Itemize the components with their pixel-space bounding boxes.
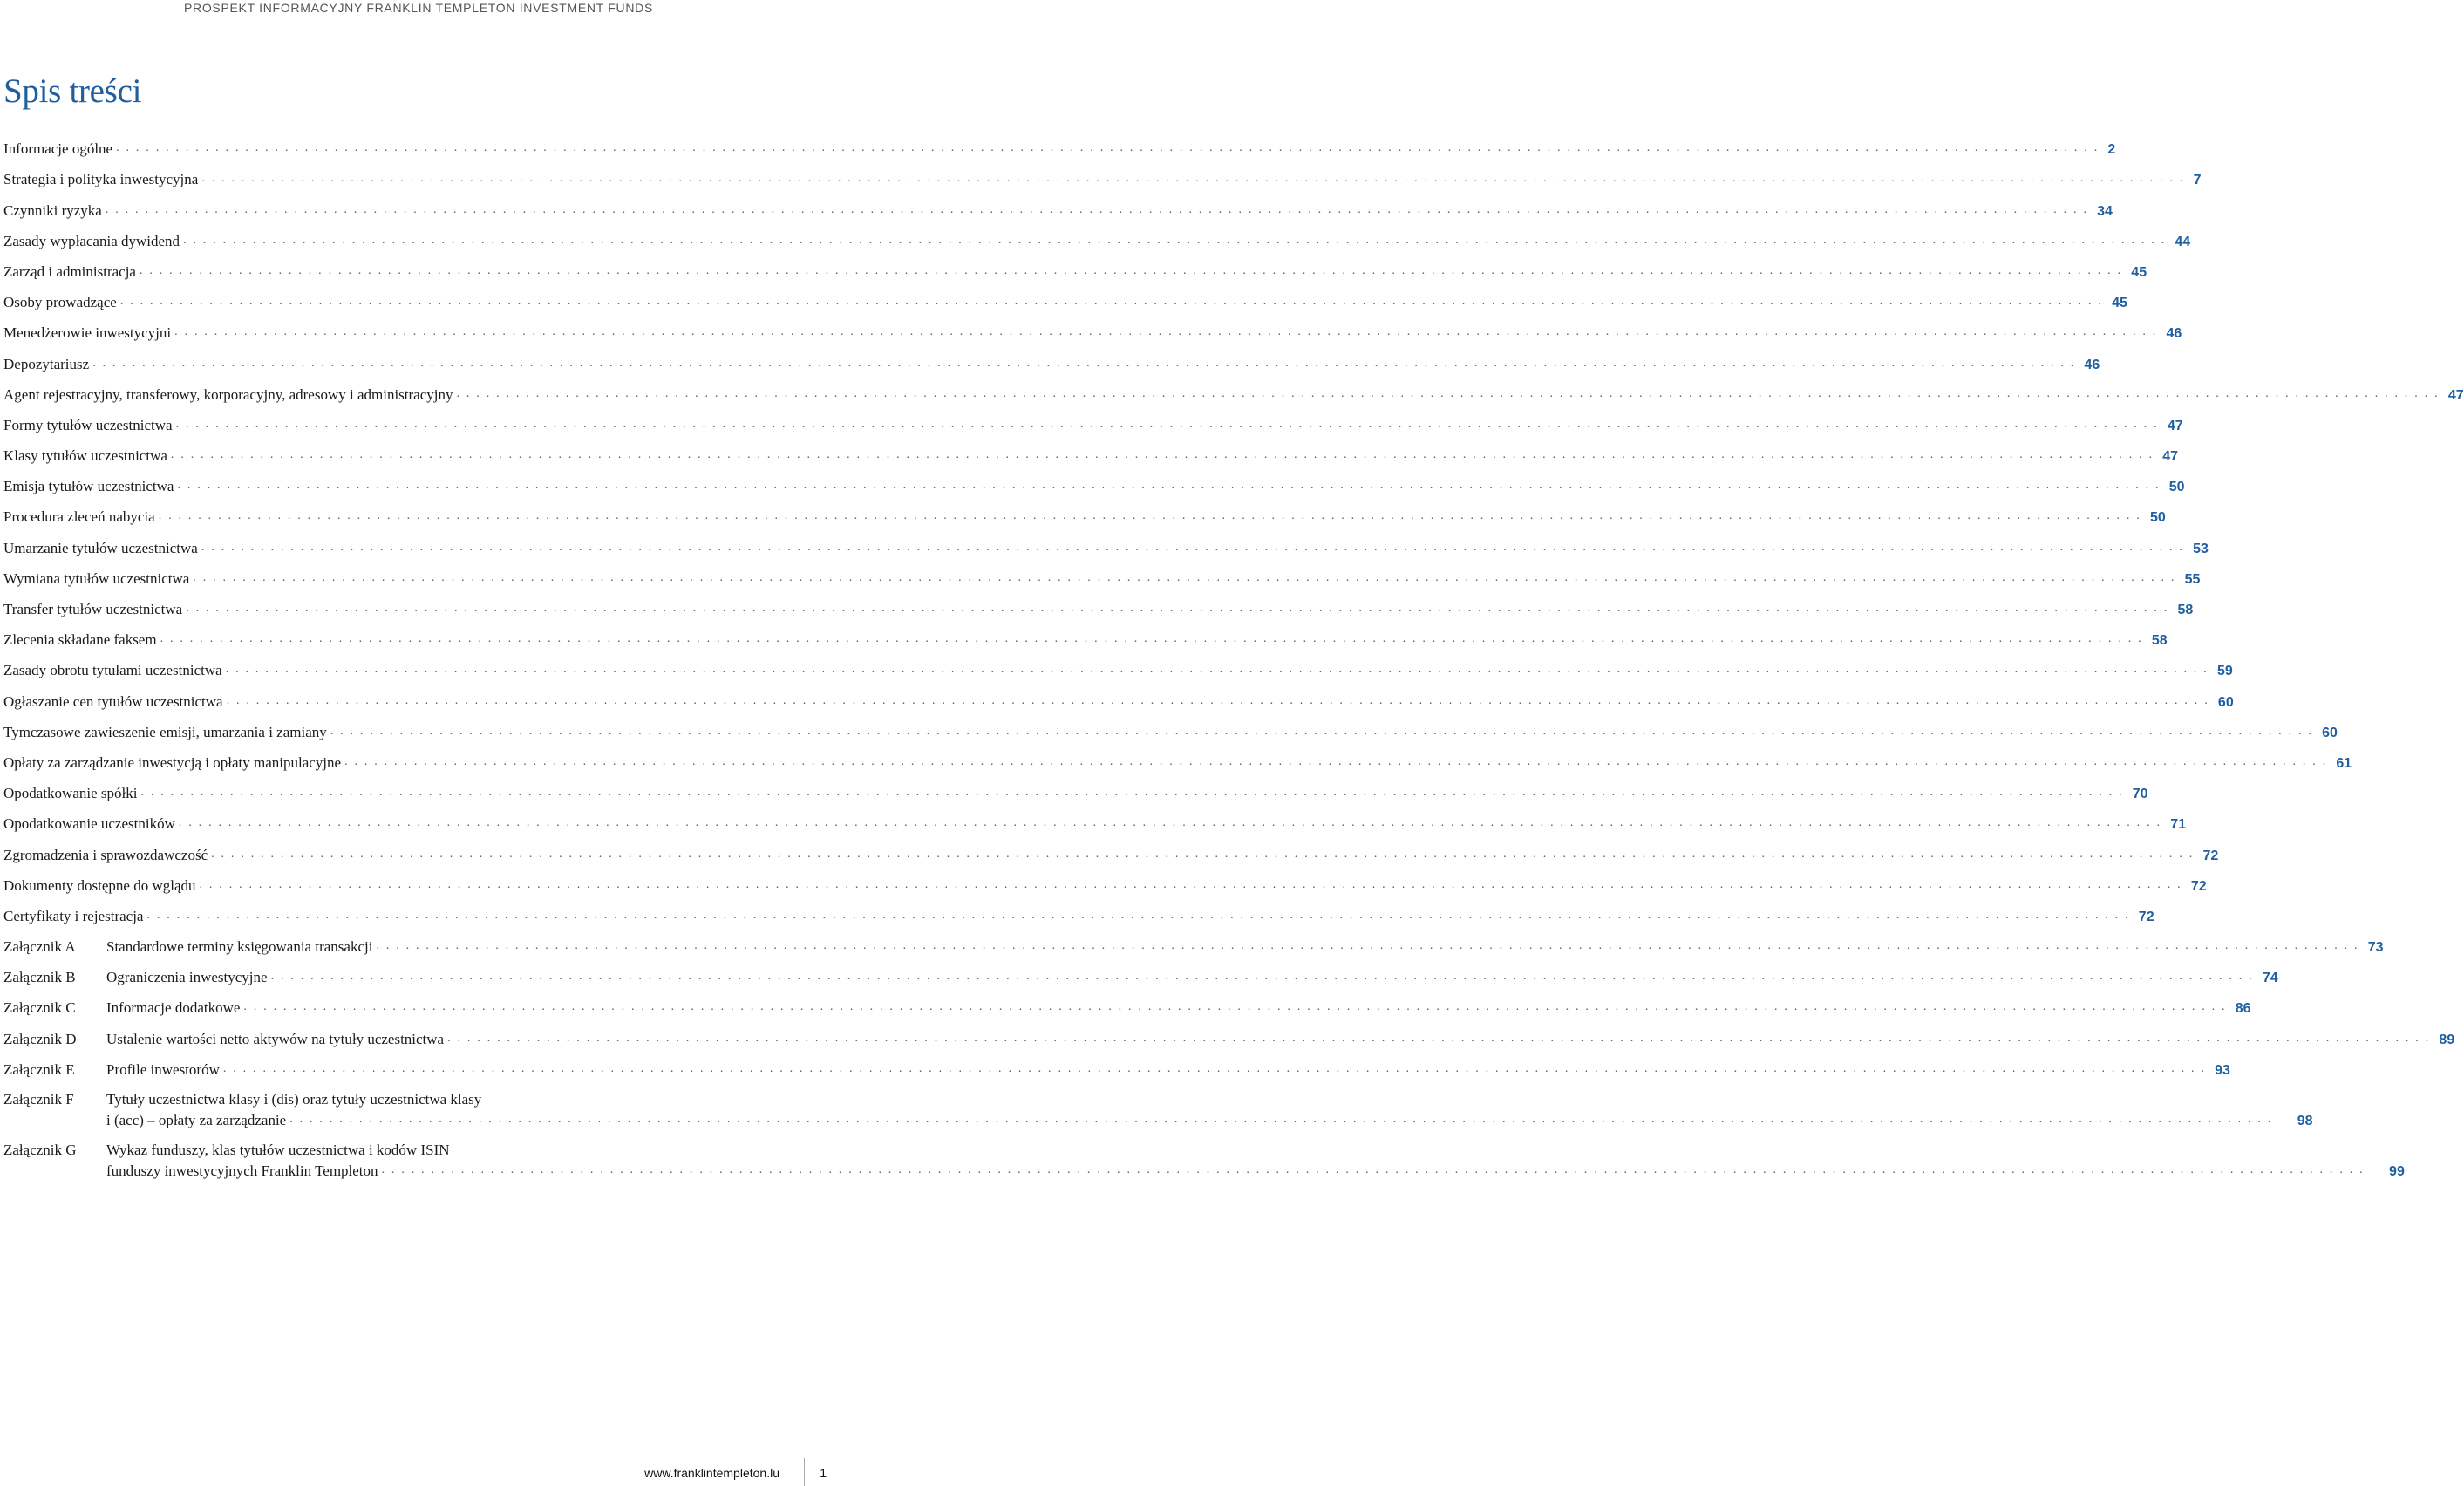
dot-leader: . . . . . . . . . . . . . . . . . . . . . . . . . . . . . . . . . . . . . . . . . . . . . . . . . . . . . . . . . . . . . . . . . . . . . . . . . . . . . . . . . . . . . . . . . . . . . . . . . . . . . . . . . . . . . . . . . . . . . . . . . . . . . . . . . . . . . . . . . . . . . . . . . . . . . . . . . . . . . . . . . . . . . . . . . . . . . . . . . . . . . . . . . . . . . . . . . . . . . . . .: [344, 754, 2328, 768]
toc-entry[interactable]: [3, 649, 2233, 679]
page-title: Spis treści: [3, 72, 142, 110]
toc-entry-label: Opodatkowanie spółki: [3, 785, 138, 802]
toc-entry[interactable]: [3, 281, 2127, 311]
toc-entry-label: Czynniki ryzyka: [3, 201, 102, 219]
toc-page-number: 2: [2107, 142, 2116, 158]
toc-page-number: 89: [2439, 1032, 2455, 1047]
toc-page-number: 55: [2184, 571, 2201, 587]
dot-leader: . . . . . . . . . . . . . . . . . . . . . . . . . . . . . . . . . . . . . . . . . . . . . . . . . . . . . . . . . . . . . . . . . . . . . . . . . . . . . . . . . . . . . . . . . . . . . . . . . . . . . . . . . . . . . . . . . . . . . . . . . . . . . . . . . . . . . . . . . . . . . . . . . . . . . . . . . . . . . . . . . . . . . . . . . . . . . . . . . . . . . . . . . . . . . . . . . . . . . . . .: [193, 570, 2176, 584]
toc-entry[interactable]: [3, 526, 2209, 556]
toc-entry-label: Ogłaszanie cen tytułów uczestnictwa: [3, 692, 223, 710]
toc-entry-label: Wymiana tytułów uczestnictwa: [3, 569, 190, 587]
annex-title-line2: funduszy inwestycyjnych Franklin Templeton: [106, 1162, 378, 1179]
footer-url[interactable]: www.franklintempleton.lu: [644, 1466, 779, 1480]
toc-entry[interactable]: [3, 373, 2464, 404]
annex-title-line2: i (acc) – opłaty za zarządzanie: [106, 1111, 287, 1128]
toc-page-number: 50: [2168, 480, 2185, 495]
dot-leader: . . . . . . . . . . . . . . . . . . . . . . . . . . . . . . . . . . . . . . . . . . . . . . . . . . . . . . . . . . . . . . . . . . . . . . . . . . . . . . . . . . . . . . . . . . . . . . . . . . . . . . . . . . . . . . . . . . . . . . . . . . . . . . . . . . . . . . . . . . . . . . . . . . . . . . . . . . . . . . . . . . . . . . . . . . . . . . . . . . . . . . . . . . . . . . . . . . . . . . . .: [270, 970, 2254, 984]
dot-leader: . . . . . . . . . . . . . . . . . . . . . . . . . . . . . . . . . . . . . . . . . . . . . . . . . . . . . . . . . . . . . . . . . . . . . . . . . . . . . . . . . . . . . . . . . . . . . . . . . . . . . . . . . . . . . . . . . . . . . . . . . . . . . . . . . . . . . . . . . . . . . . . . . . . . . . . . . . . . . . . . . . . . . . . . . . . . . . . . . . . . . . . . . . . . . . . . . . . . . . . .: [201, 540, 2185, 554]
toc-entry-label: Certyfikaty i rejestracja: [3, 907, 144, 924]
toc-page-number: 50: [2150, 510, 2166, 526]
dot-leader: . . . . . . . . . . . . . . . . . . . . . . . . . . . . . . . . . . . . . . . . . . . . . . . . . . . . . . . . . . . . . . . . . . . . . . . . . . . . . . . . . . . . . . . . . . . . . . . . . . . . . . . . . . . . . . . . . . . . . . . . . . . . . . . . . . . . . . . . . . . . . . . . . . . . . . . . . . . . . . . . . . . . . . . . . . . . . . . . . . . . . . . . . . . . . . . . . . . . . . . .: [243, 1000, 2227, 1014]
toc-entry[interactable]: [3, 342, 2100, 372]
dot-leader: . . . . . . . . . . . . . . . . . . . . . . . . . . . . . . . . . . . . . . . . . . . . . . . . . . . . . . . . . . . . . . . . . . . . . . . . . . . . . . . . . . . . . . . . . . . . . . . . . . . . . . . . . . . . . . . . . . . . . . . . . . . . . . . . . . . . . . . . . . . . . . . . . . . . . . . . . . . . . . . . . . . . . . . . . . . . . . . . . . . . . . . . . . . . . . . . . . . . . . . .: [177, 479, 2161, 493]
toc-annex-entry[interactable]: [3, 956, 2278, 986]
dot-leader: . . . . . . . . . . . . . . . . . . . . . . . . . . . . . . . . . . . . . . . . . . . . . . . . . . . . . . . . . . . . . . . . . . . . . . . . . . . . . . . . . . . . . . . . . . . . . . . . . . . . . . . . . . . . . . . . . . . . . . . . . . . . . . . . . . . . . . . . . . . . . . . . . . . . . . . . . . . . . . . . . . . . . . . . . . . . . . . . . . . . . . . . . . . . . . . . . . . . . . . .: [201, 172, 2185, 186]
dot-leader: . . . . . . . . . . . . . . . . . . . . . . . . . . . . . . . . . . . . . . . . . . . . . . . . . . . . . . . . . . . . . . . . . . . . . . . . . . . . . . . . . . . . . . . . . . . . . . . . . . . . . . . . . . . . . . . . . . . . . . . . . . . . . . . . . . . . . . . . . . . . . . . . . . . . . . . . . . . . . . . . . . . . . . . . . . . . . . . . . . . . . . . . . . . . . . . . . . . . . . . .: [160, 632, 2143, 646]
toc-entry[interactable]: [3, 127, 2116, 158]
toc-entry[interactable]: [3, 711, 2338, 741]
dot-leader: . . . . . . . . . . . . . . . . . . . . . . . . . . . . . . . . . . . . . . . . . . . . . . . . . . . . . . . . . . . . . . . . . . . . . . . . . . . . . . . . . . . . . . . . . . . . . . . . . . . . . . . . . . . . . . . . . . . . . . . . . . . . . . . . . . . . . . . . . . . . . . . . . . . . . . . . . . . . . . . . . . . . . . . . . . . . . . . . . . . . . . . . . . . . . . . . . . . . . . . .: [175, 417, 2159, 431]
toc-annex-entry[interactable]: [3, 925, 2384, 956]
toc-entry[interactable]: [3, 188, 2113, 219]
toc-page-number: 72: [2138, 909, 2154, 924]
toc-page-number: 46: [2166, 326, 2182, 342]
toc-entry-label: Opodatkowanie uczestników: [3, 815, 175, 833]
annex-title-line1: Wykaz funduszy, klas tytułów uczestnictwa i kodów ISIN: [106, 1141, 450, 1158]
toc-entry[interactable]: [3, 679, 2234, 710]
toc-entry-label: Zarząd i administracja: [3, 262, 136, 280]
toc-page-number: 99: [2389, 1163, 2405, 1179]
dot-leader: . . . . . . . . . . . . . . . . . . . . . . . . . . . . . . . . . . . . . . . . . . . . . . . . . . . . . . . . . . . . . . . . . . . . . . . . . . . . . . . . . . . . . . . . . . . . . . . . . . . . . . . . . . . . . . . . . . . . . . . . . . . . . . . . . . . . . . . . . . . . . . . . . . . . . . . . . . . . . . . . . . . . . . . . . . . . . . . . . . . . . . . . . . . . . . . . . . . . . . . .: [139, 263, 2123, 277]
toc-entry-label: Klasy tytułów uczestnictwa: [3, 447, 167, 465]
toc-entry-label: Formy tytułów uczestnictwa: [3, 416, 173, 433]
toc-entry[interactable]: [3, 772, 2148, 802]
toc-entry-label: Transfer tytułów uczestnictwa: [3, 601, 183, 617]
toc-entry-label: Umarzanie tytułów uczestnictwa: [3, 539, 198, 556]
toc-entry[interactable]: [3, 618, 2168, 649]
toc-annex-entry[interactable]: [3, 986, 2251, 1017]
annex-title: Informacje dodatkowe: [106, 999, 241, 1017]
dot-leader: . . . . . . . . . . . . . . . . . . . . . . . . . . . . . . . . . . . . . . . . . . . . . . . . . . . . . . . . . . . . . . . . . . . . . . . . . . . . . . . . . . . . . . . . . . . . . . . . . . . . . . . . . . . . . . . . . . . . . . . . . . . . . . . . . . . . . . . . . . . . . . . . . . . . . . . . . . . . . . . . . . . . . . . . . . . . . . . . . . . . . . . . . . . . . . . . . . . . . . . .: [119, 295, 2104, 309]
annex-name: Załącznik D: [3, 1030, 77, 1047]
dot-leader: . . . . . . . . . . . . . . . . . . . . . . . . . . . . . . . . . . . . . . . . . . . . . . . . . . . . . . . . . . . . . . . . . . . . . . . . . . . . . . . . . . . . . . . . . . . . . . . . . . . . . . . . . . . . . . . . . . . . . . . . . . . . . . . . . . . . . . . . . . . . . . . . . . . . . . . . . . . . . . . . . . . . . . . . . . . . . . . . . . . . . . . . . . . . . . . . . . . . . . . .: [186, 602, 2169, 615]
dot-leader: . . . . . . . . . . . . . . . . . . . . . . . . . . . . . . . . . . . . . . . . . . . . . . . . . . . . . . . . . . . . . . . . . . . . . . . . . . . . . . . . . . . . . . . . . . . . . . . . . . . . . . . . . . . . . . . . . . . . . . . . . . . . . . . . . . . . . . . . . . . . . . . . . . . . . . . . . . . . . . . . . . . . . . . . . . . . . . . . . . . . . . . . . . . . . . . . . . . . . . . .: [222, 1061, 2207, 1075]
toc-entry-label: Menedżerowie inwestycyjni: [3, 324, 172, 342]
toc-entry[interactable]: [3, 557, 2201, 588]
annex-title: Ustalenie wartości netto aktywów na tytuły uczestnictwa: [106, 1030, 445, 1047]
dot-leader: . . . . . . . . . . . . . . . . . . . . . . . . . . . . . . . . . . . . . . . . . . . . . . . . . . . . . . . . . . . . . . . . . . . . . . . . . . . . . . . . . . . . . . . . . . . . . . . . . . . . . . . . . . . . . . . . . . . . . . . . . . . . . . . . . . . . . . . . . . . . . . . . . . . . . . . . . . . . . . . . . . . . . . . . . . . . . . . . . . . . . . . . . . . . . . . . . . . . . . . .: [146, 908, 2130, 922]
toc-page-number: 58: [2177, 603, 2194, 617]
annex-name: Załącznik F: [3, 1090, 74, 1108]
toc-entry[interactable]: [3, 833, 2219, 863]
dot-leader: . . . . . . . . . . . . . . . . . . . . . . . . . . . . . . . . . . . . . . . . . . . . . . . . . . . . . . . . . . . . . . . . . . . . . . . . . . . . . . . . . . . . . . . . . . . . . . . . . . . . . . . . . . . . . . . . . . . . . . . . . . . . . . . . . . . . . . . . . . . . . . . . . . . . . . . . . . . . . . . . . . . . . . . . . . . . . . . . . . . . . . . . . . . . . . . . . . . . . . . .: [330, 724, 2314, 738]
toc-entry[interactable]: [3, 741, 2352, 772]
annex-title: Ograniczenia inwestycyjne: [106, 969, 268, 986]
toc-page-number: 60: [2322, 725, 2338, 740]
toc-entry-label: Zasady wypłacania dywidend: [3, 232, 180, 249]
dot-leader: . . . . . . . . . . . . . . . . . . . . . . . . . . . . . . . . . . . . . . . . . . . . . . . . . . . . . . . . . . . . . . . . . . . . . . . . . . . . . . . . . . . . . . . . . . . . . . . . . . . . . . . . . . . . . . . . . . . . . . . . . . . . . . . . . . . . . . . . . . . . . . . . . . . . . . . . . . . . . . . . . . . . . . . . . . . . . . . . . . . . . . . . . . . . . . . . . . . . . . . .: [199, 877, 2182, 891]
toc-entry[interactable]: [3, 802, 2186, 833]
toc-entry[interactable]: [3, 588, 2194, 618]
toc-page-number: 45: [2131, 264, 2147, 280]
toc-page-number: 73: [2367, 940, 2384, 956]
toc-page-number: 74: [2262, 971, 2278, 986]
toc-page-number: 47: [2447, 387, 2464, 403]
toc-page-number: 47: [2167, 418, 2183, 433]
document-header: PROSPEKT INFORMACYJNY FRANKLIN TEMPLETON INVESTMENT FUNDS: [183, 1, 654, 15]
dot-leader: . . . . . . . . . . . . . . . . . . . . . . . . . . . . . . . . . . . . . . . . . . . . . . . . . . . . . . . . . . . . . . . . . . . . . . . . . . . . . . . . . . . . . . . . . . . . . . . . . . . . . . . . . . . . . . . . . . . . . . . . . . . . . . . . . . . . . . . . . . . . . . . . . . . . . . . . . . . . . . . . . . . . . . . . . . . . . . . . . . . . . . . . . . . . . . . . . . . . . . . .: [116, 141, 2100, 155]
annex-name: Załącznik A: [3, 938, 76, 956]
dot-leader: . . . . . . . . . . . . . . . . . . . . . . . . . . . . . . . . . . . . . . . . . . . . . . . . . . . . . . . . . . . . . . . . . . . . . . . . . . . . . . . . . . . . . . . . . . . . . . . . . . . . . . . . . . . . . . . . . . . . . . . . . . . . . . . . . . . . . . . . . . . . . . . . . . . . . . . . . . . . . . . . . . . . . . . . . . . . . . . . . . . . . . . . . . . . . . . . . . . . . . . .: [178, 816, 2162, 830]
toc-entry-label: Emisja tytułów uczestnictwa: [3, 478, 174, 495]
toc-entry[interactable]: [3, 495, 2166, 526]
toc-entry-label: Zlecenia składane faksem: [3, 631, 157, 649]
toc-page-number: 70: [2132, 787, 2148, 802]
toc-entry-label: Informacje ogólne: [3, 140, 113, 158]
dot-leader: . . . . . . . . . . . . . . . . . . . . . . . . . . . . . . . . . . . . . . . . . . . . . . . . . . . . . . . . . . . . . . . . . . . . . . . . . . . . . . . . . . . . . . . . . . . . . . . . . . . . . . . . . . . . . . . . . . . . . . . . . . . . . . . . . . . . . . . . . . . . . . . . . . . . . . . . . . . . . . . . . . . . . . . . . . . . . . . . . . . . . . . . . . . . . . . . . . . . . . . .: [105, 202, 2089, 216]
toc-annex-entry[interactable]: [3, 1017, 2455, 1047]
toc-entry-label: Opłaty za zarządzanie inwestycją i opłaty manipulacyjne: [3, 753, 342, 771]
toc-page-number: 44: [2175, 234, 2191, 249]
toc-page-number: 34: [2097, 203, 2113, 219]
toc-entry[interactable]: [3, 895, 2154, 925]
toc-page-number: 98: [2297, 1113, 2313, 1128]
toc-page-number: 47: [2162, 449, 2179, 465]
dot-leader: . . . . . . . . . . . . . . . . . . . . . . . . . . . . . . . . . . . . . . . . . . . . . . . . . . . . . . . . . . . . . . . . . . . . . . . . . . . . . . . . . . . . . . . . . . . . . . . . . . . . . . . . . . . . . . . . . . . . . . . . . . . . . . . . . . . . . . . . . . . . . . . . . . . . . . . . . . . . . . . . . . . . . . . . . . . . . . . . . . . . . . . . . . . . . . . . . . . . . . . .: [174, 325, 2158, 339]
toc-entry[interactable]: [3, 864, 2207, 895]
annex-name: Załącznik C: [3, 999, 76, 1017]
toc-entry-label: Strategia i polityka inwestycyjna: [3, 171, 199, 188]
table-of-contents: [3, 127, 2464, 1180]
footer-separator: [804, 1458, 805, 1486]
toc-page-number: 58: [2151, 633, 2168, 649]
toc-entry[interactable]: [3, 434, 2179, 465]
page-number: 1: [820, 1466, 827, 1480]
toc-page-number: 53: [2193, 541, 2209, 556]
toc-entry-label: Zasady obrotu tytułami uczestnictwa: [3, 662, 222, 679]
annex-title-line1: Tytuły uczestnictwa klasy i (dis) oraz tytuły uczestnictwa klasy: [106, 1090, 482, 1108]
dot-leader: . . . . . . . . . . . . . . . . . . . . . . . . . . . . . . . . . . . . . . . . . . . . . . . . . . . . . . . . . . . . . . . . . . . . . . . . . . . . . . . . . . . . . . . . . . . . . . . . . . . . . . . . . . . . . . . . . . . . . . . . . . . . . . . . . . . . . . . . . . . . . . . . . . . . . . . . . . . . . . . . . . . . . . . . . . . . . . . . . . . . . . . . . . . . . . . . . . . . . . . .: [447, 1031, 2431, 1045]
dot-leader: . . . . . . . . . . . . . . . . . . . . . . . . . . . . . . . . . . . . . . . . . . . . . . . . . . . . . . . . . . . . . . . . . . . . . . . . . . . . . . . . . . . . . . . . . . . . . . . . . . . . . . . . . . . . . . . . . . . . . . . . . . . . . . . . . . . . . . . . . . . . . . . . . . . . . . . . . . . . . . . . . . . . . . . . . . . . . . . . . . . . . . . . . . . . . . . . . . . . . . . .: [381, 1162, 2365, 1176]
toc-page-number: 61: [2336, 755, 2352, 771]
toc-entry-label: Depozytariusz: [3, 355, 90, 372]
dot-leader: . . . . . . . . . . . . . . . . . . . . . . . . . . . . . . . . . . . . . . . . . . . . . . . . . . . . . . . . . . . . . . . . . . . . . . . . . . . . . . . . . . . . . . . . . . . . . . . . . . . . . . . . . . . . . . . . . . . . . . . . . . . . . . . . . . . . . . . . . . . . . . . . . . . . . . . . . . . . . . . . . . . . . . . . . . . . . . . . . . . . . . . . . . . . . . . . . . . . . . . .: [183, 233, 2167, 247]
dot-leader: . . . . . . . . . . . . . . . . . . . . . . . . . . . . . . . . . . . . . . . . . . . . . . . . . . . . . . . . . . . . . . . . . . . . . . . . . . . . . . . . . . . . . . . . . . . . . . . . . . . . . . . . . . . . . . . . . . . . . . . . . . . . . . . . . . . . . . . . . . . . . . . . . . . . . . . . . . . . . . . . . . . . . . . . . . . . . . . . . . . . . . . . . . . . . . . . . . . . . . . .: [92, 356, 2076, 370]
toc-entry[interactable]: [3, 404, 2183, 434]
toc-entry-label: Agent rejestracyjny, transferowy, korporacyjny, adresowy i administracyjny: [3, 385, 453, 403]
toc-page-number: 59: [2217, 664, 2233, 679]
toc-entry-label: Osoby prowadzące: [3, 294, 117, 311]
dot-leader: . . . . . . . . . . . . . . . . . . . . . . . . . . . . . . . . . . . . . . . . . . . . . . . . . . . . . . . . . . . . . . . . . . . . . . . . . . . . . . . . . . . . . . . . . . . . . . . . . . . . . . . . . . . . . . . . . . . . . . . . . . . . . . . . . . . . . . . . . . . . . . . . . . . . . . . . . . . . . . . . . . . . . . . . . . . . . . . . . . . . . . . . . . . . . . . . . . . . . . . .: [140, 786, 2124, 800]
toc-page-number: 60: [2217, 694, 2234, 710]
toc-entry-label: Zgromadzenia i sprawozdawczość: [3, 846, 208, 863]
dot-leader: . . . . . . . . . . . . . . . . . . . . . . . . . . . . . . . . . . . . . . . . . . . . . . . . . . . . . . . . . . . . . . . . . . . . . . . . . . . . . . . . . . . . . . . . . . . . . . . . . . . . . . . . . . . . . . . . . . . . . . . . . . . . . . . . . . . . . . . . . . . . . . . . . . . . . . . . . . . . . . . . . . . . . . . . . . . . . . . . . . . . . . . . . . . . . . . . . . . . . . . .: [158, 509, 2141, 523]
toc-page-number: 71: [2170, 817, 2186, 833]
annex-name: Załącznik E: [3, 1060, 75, 1078]
annex-title: Standardowe terminy księgowania transakcji: [106, 938, 373, 956]
toc-annex-entry[interactable]: [3, 1129, 2405, 1180]
dot-leader: . . . . . . . . . . . . . . . . . . . . . . . . . . . . . . . . . . . . . . . . . . . . . . . . . . . . . . . . . . . . . . . . . . . . . . . . . . . . . . . . . . . . . . . . . . . . . . . . . . . . . . . . . . . . . . . . . . . . . . . . . . . . . . . . . . . . . . . . . . . . . . . . . . . . . . . . . . . . . . . . . . . . . . . . . . . . . . . . . . . . . . . . . . . . . . . . . . . . . . . .: [211, 847, 2195, 861]
dot-leader: . . . . . . . . . . . . . . . . . . . . . . . . . . . . . . . . . . . . . . . . . . . . . . . . . . . . . . . . . . . . . . . . . . . . . . . . . . . . . . . . . . . . . . . . . . . . . . . . . . . . . . . . . . . . . . . . . . . . . . . . . . . . . . . . . . . . . . . . . . . . . . . . . . . . . . . . . . . . . . . . . . . . . . . . . . . . . . . . . . . . . . . . . . . . . . . . . . . . . . . .: [289, 1112, 2273, 1126]
toc-entry-label: Procedura zleceń nabycia: [3, 508, 155, 526]
toc-entry-label: Tymczasowe zawieszenie emisji, umarzania i zamiany: [3, 723, 327, 740]
toc-annex-entry[interactable]: [3, 1048, 2230, 1079]
dot-leader: . . . . . . . . . . . . . . . . . . . . . . . . . . . . . . . . . . . . . . . . . . . . . . . . . . . . . . . . . . . . . . . . . . . . . . . . . . . . . . . . . . . . . . . . . . . . . . . . . . . . . . . . . . . . . . . . . . . . . . . . . . . . . . . . . . . . . . . . . . . . . . . . . . . . . . . . . . . . . . . . . . . . . . . . . . . . . . . . . . . . . . . . . . . . . . . . . . . . . . . .: [226, 693, 2209, 707]
dot-leader: . . . . . . . . . . . . . . . . . . . . . . . . . . . . . . . . . . . . . . . . . . . . . . . . . . . . . . . . . . . . . . . . . . . . . . . . . . . . . . . . . . . . . . . . . . . . . . . . . . . . . . . . . . . . . . . . . . . . . . . . . . . . . . . . . . . . . . . . . . . . . . . . . . . . . . . . . . . . . . . . . . . . . . . . . . . . . . . . . . . . . . . . . . . . . . . . . . . . . . . .: [376, 939, 2359, 953]
dot-leader: . . . . . . . . . . . . . . . . . . . . . . . . . . . . . . . . . . . . . . . . . . . . . . . . . . . . . . . . . . . . . . . . . . . . . . . . . . . . . . . . . . . . . . . . . . . . . . . . . . . . . . . . . . . . . . . . . . . . . . . . . . . . . . . . . . . . . . . . . . . . . . . . . . . . . . . . . . . . . . . . . . . . . . . . . . . . . . . . . . . . . . . . . . . . . . . . . . . . . . . .: [456, 386, 2440, 400]
dot-leader: . . . . . . . . . . . . . . . . . . . . . . . . . . . . . . . . . . . . . . . . . . . . . . . . . . . . . . . . . . . . . . . . . . . . . . . . . . . . . . . . . . . . . . . . . . . . . . . . . . . . . . . . . . . . . . . . . . . . . . . . . . . . . . . . . . . . . . . . . . . . . . . . . . . . . . . . . . . . . . . . . . . . . . . . . . . . . . . . . . . . . . . . . . . . . . . . . . . . . . . .: [170, 448, 2154, 462]
toc-entry-label: Dokumenty dostępne do wglądu: [3, 876, 196, 894]
toc-page-number: 93: [2215, 1062, 2230, 1078]
dot-leader: . . . . . . . . . . . . . . . . . . . . . . . . . . . . . . . . . . . . . . . . . . . . . . . . . . . . . . . . . . . . . . . . . . . . . . . . . . . . . . . . . . . . . . . . . . . . . . . . . . . . . . . . . . . . . . . . . . . . . . . . . . . . . . . . . . . . . . . . . . . . . . . . . . . . . . . . . . . . . . . . . . . . . . . . . . . . . . . . . . . . . . . . . . . . . . . . . . . . . . . .: [225, 663, 2209, 677]
toc-entry[interactable]: [3, 158, 2202, 188]
toc-page-number: 72: [2190, 878, 2207, 894]
annex-name: Załącznik G: [3, 1141, 77, 1158]
toc-page-number: 86: [2235, 1001, 2251, 1017]
toc-entry[interactable]: [3, 465, 2185, 495]
toc-page-number: 45: [2112, 296, 2127, 311]
annex-title: Profile inwestorów: [106, 1060, 220, 1078]
toc-entry[interactable]: [3, 311, 2182, 342]
annex-name: Załącznik B: [3, 969, 76, 986]
toc-entry[interactable]: [3, 220, 2191, 250]
toc-annex-entry[interactable]: [3, 1079, 2313, 1129]
toc-page-number: 72: [2202, 848, 2219, 863]
toc-entry[interactable]: [3, 250, 2147, 281]
toc-page-number: 7: [2193, 173, 2202, 188]
toc-page-number: 46: [2084, 357, 2100, 372]
